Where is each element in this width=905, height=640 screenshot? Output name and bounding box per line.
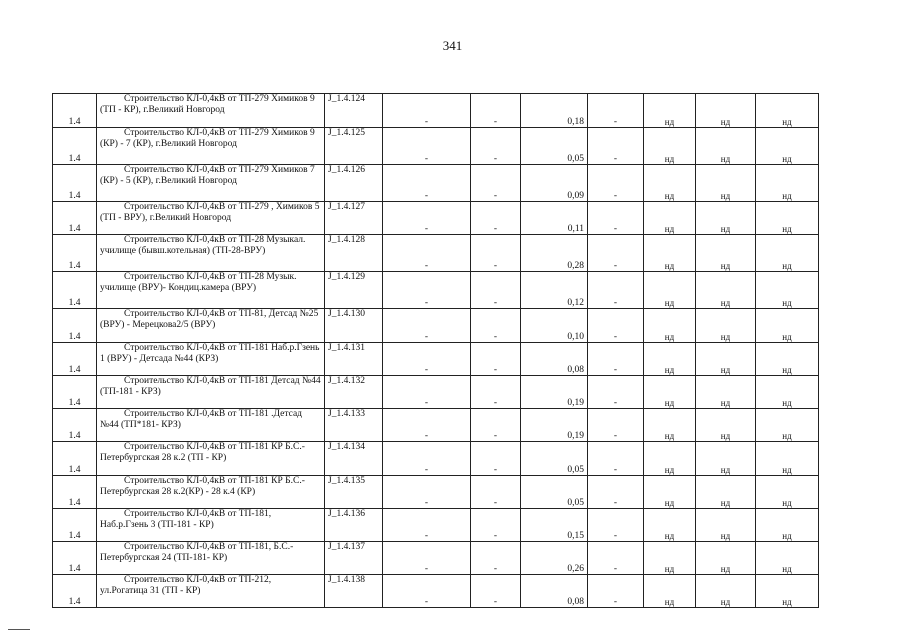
nd-cell: нд xyxy=(644,575,696,608)
nd-cell: нд xyxy=(644,309,696,343)
table-row xyxy=(53,94,819,128)
project-code-cell: J_1.4.132 xyxy=(325,376,383,409)
section-cell: 1.4 xyxy=(53,128,97,165)
project-code-cell: J_1.4.138 xyxy=(325,575,383,608)
nd-cell: нд xyxy=(696,376,756,409)
project-table xyxy=(52,93,819,608)
project-name-text: Строительство КЛ-0,4кВ от ТП-212, ул.Рогатица 31 (ТП - КР) xyxy=(100,575,272,596)
nd-cell: нд xyxy=(644,202,696,235)
length-value-cell: 0,05 xyxy=(521,128,588,165)
nd-cell: нд xyxy=(756,376,819,409)
table-row xyxy=(53,128,819,165)
nd-cell: нд xyxy=(756,94,819,128)
dash-cell: - xyxy=(588,165,644,202)
project-code-cell: J_1.4.137 xyxy=(325,542,383,575)
project-name-text: Строительство КЛ-0,4кВ от ТП-279 , Химиков 5 (ТП - ВРУ), г.Великий Новгород xyxy=(100,202,320,223)
nd-cell: нд xyxy=(756,165,819,202)
dash-cell: - xyxy=(471,202,521,235)
dash-cell: - xyxy=(471,575,521,608)
project-name-text: Строительство КЛ-0,4кВ от ТП-181 Наб.р.Гзень 1 (ВРУ) - Детсада №44 (КРЗ) xyxy=(100,343,320,364)
nd-cell: нд xyxy=(696,542,756,575)
project-code-cell: J_1.4.131 xyxy=(325,343,383,376)
nd-cell: нд xyxy=(696,235,756,272)
project-name-text: Строительство КЛ-0,4кВ от ТП-81, Детсад №25 (ВРУ) - Мерецкова2/5 (ВРУ) xyxy=(100,309,319,330)
dash-cell: - xyxy=(471,235,521,272)
nd-cell: нд xyxy=(696,409,756,442)
nd-cell: нд xyxy=(696,476,756,509)
nd-cell: нд xyxy=(644,235,696,272)
table-row xyxy=(53,235,819,272)
dash-cell: - xyxy=(383,165,471,202)
project-name-text: Строительство КЛ-0,4кВ от ТП-279 Химиков 7 (КР) - 5 (КР), г.Великий Новгород xyxy=(100,165,315,186)
section-cell: 1.4 xyxy=(53,542,97,575)
section-cell: 1.4 xyxy=(53,165,97,202)
project-name-cell xyxy=(97,272,325,309)
nd-cell: нд xyxy=(756,343,819,376)
section-cell: 1.4 xyxy=(53,343,97,376)
nd-cell: нд xyxy=(644,272,696,309)
nd-cell: нд xyxy=(756,476,819,509)
dash-cell: - xyxy=(471,542,521,575)
project-name-text: Строительство КЛ-0,4кВ от ТП-28 Музык. училище (ВРУ)- Кондиц.камера (ВРУ) xyxy=(100,272,297,293)
length-value-cell: 0,05 xyxy=(521,476,588,509)
dash-cell: - xyxy=(383,442,471,476)
table-row xyxy=(53,442,819,476)
project-name-text: Строительство КЛ-0,4кВ от ТП-181, Б.С.-Петербургская 24 (ТП-181- КР) xyxy=(100,542,294,563)
project-code-cell: J_1.4.127 xyxy=(325,202,383,235)
dash-cell: - xyxy=(471,509,521,542)
nd-cell: нд xyxy=(756,442,819,476)
section-cell: 1.4 xyxy=(53,476,97,509)
project-name-cell xyxy=(97,343,325,376)
project-code-cell: J_1.4.136 xyxy=(325,509,383,542)
table-row xyxy=(53,542,819,575)
length-value-cell: 0,28 xyxy=(521,235,588,272)
length-value-cell: 0,15 xyxy=(521,509,588,542)
project-code-cell: J_1.4.129 xyxy=(325,272,383,309)
table-row xyxy=(53,509,819,542)
section-cell: 1.4 xyxy=(53,94,97,128)
nd-cell: нд xyxy=(644,476,696,509)
project-name-text: Строительство КЛ-0,4кВ от ТП-181 КР Б.С.-Петербургская 28 к.2 (ТП - КР) xyxy=(100,442,305,463)
dash-cell: - xyxy=(588,128,644,165)
nd-cell: нд xyxy=(644,542,696,575)
length-value-cell: 0,26 xyxy=(521,542,588,575)
dash-cell: - xyxy=(588,309,644,343)
table-row xyxy=(53,343,819,376)
nd-cell: нд xyxy=(756,542,819,575)
table-row xyxy=(53,202,819,235)
length-value-cell: 0,18 xyxy=(521,94,588,128)
project-name-cell xyxy=(97,476,325,509)
length-value-cell: 0,11 xyxy=(521,202,588,235)
dash-cell: - xyxy=(471,128,521,165)
dash-cell: - xyxy=(471,442,521,476)
dash-cell: - xyxy=(471,94,521,128)
nd-cell: нд xyxy=(756,272,819,309)
dash-cell: - xyxy=(383,272,471,309)
project-name-cell xyxy=(97,309,325,343)
table-row xyxy=(53,272,819,309)
project-name-cell xyxy=(97,509,325,542)
nd-cell: нд xyxy=(644,409,696,442)
dash-cell: - xyxy=(383,128,471,165)
dash-cell: - xyxy=(588,376,644,409)
project-name-cell xyxy=(97,409,325,442)
project-name-cell xyxy=(97,575,325,608)
dash-cell: - xyxy=(588,94,644,128)
project-code-cell: J_1.4.126 xyxy=(325,165,383,202)
table-row xyxy=(53,309,819,343)
project-name-text: Строительство КЛ-0,4кВ от ТП-181, Наб.р.Гзень 3 (ТП-181 - КР) xyxy=(100,509,272,530)
length-value-cell: 0,05 xyxy=(521,442,588,476)
dash-cell: - xyxy=(383,542,471,575)
nd-cell: нд xyxy=(756,202,819,235)
dash-cell: - xyxy=(383,376,471,409)
nd-cell: нд xyxy=(756,409,819,442)
dash-cell: - xyxy=(383,509,471,542)
project-code-cell: J_1.4.135 xyxy=(325,476,383,509)
project-name-text: Строительство КЛ-0,4кВ от ТП-181 Детсад №44 (ТП-181 - КРЗ) xyxy=(100,376,321,397)
nd-cell: нд xyxy=(756,575,819,608)
length-value-cell: 0,12 xyxy=(521,272,588,309)
page-number: 341 xyxy=(442,38,463,53)
length-value-cell: 0,08 xyxy=(521,575,588,608)
dash-cell: - xyxy=(588,409,644,442)
nd-cell: нд xyxy=(644,165,696,202)
dash-cell: - xyxy=(588,542,644,575)
length-value-cell: 0,19 xyxy=(521,409,588,442)
section-cell: 1.4 xyxy=(53,409,97,442)
table-row xyxy=(53,165,819,202)
project-name-text: Строительство КЛ-0,4кВ от ТП-181 КР Б.С.-Петербургская 28 к.2(КР) - 28 к.4 (КР) xyxy=(100,476,305,497)
dash-cell: - xyxy=(471,409,521,442)
project-name-cell xyxy=(97,165,325,202)
nd-cell: нд xyxy=(644,442,696,476)
dash-cell: - xyxy=(588,235,644,272)
length-value-cell: 0,09 xyxy=(521,165,588,202)
dash-cell: - xyxy=(383,202,471,235)
project-name-cell xyxy=(97,94,325,128)
length-value-cell: 0,08 xyxy=(521,343,588,376)
project-name-cell xyxy=(97,542,325,575)
project-name-text: Строительство КЛ-0,4кВ от ТП-279 Химиков 9 (ТП - КР), г.Великий Новгород xyxy=(100,94,315,115)
dash-cell: - xyxy=(588,272,644,309)
nd-cell: нд xyxy=(644,509,696,542)
nd-cell: нд xyxy=(696,309,756,343)
page-edge-mark xyxy=(8,629,30,630)
section-cell: 1.4 xyxy=(53,376,97,409)
table-row xyxy=(53,409,819,442)
nd-cell: нд xyxy=(756,128,819,165)
section-cell: 1.4 xyxy=(53,202,97,235)
nd-cell: нд xyxy=(696,442,756,476)
section-cell: 1.4 xyxy=(53,235,97,272)
dash-cell: - xyxy=(588,442,644,476)
nd-cell: нд xyxy=(696,509,756,542)
dash-cell: - xyxy=(471,272,521,309)
nd-cell: нд xyxy=(644,376,696,409)
section-cell: 1.4 xyxy=(53,442,97,476)
dash-cell: - xyxy=(588,343,644,376)
dash-cell: - xyxy=(471,343,521,376)
nd-cell: нд xyxy=(756,309,819,343)
dash-cell: - xyxy=(383,94,471,128)
section-cell: 1.4 xyxy=(53,272,97,309)
dash-cell: - xyxy=(588,509,644,542)
section-cell: 1.4 xyxy=(53,309,97,343)
nd-cell: нд xyxy=(696,575,756,608)
nd-cell: нд xyxy=(644,128,696,165)
nd-cell: нд xyxy=(696,94,756,128)
section-cell: 1.4 xyxy=(53,575,97,608)
project-code-cell: J_1.4.128 xyxy=(325,235,383,272)
dash-cell: - xyxy=(383,476,471,509)
nd-cell: нд xyxy=(756,509,819,542)
project-code-cell: J_1.4.133 xyxy=(325,409,383,442)
dash-cell: - xyxy=(383,235,471,272)
project-name-cell xyxy=(97,442,325,476)
nd-cell: нд xyxy=(644,343,696,376)
dash-cell: - xyxy=(383,409,471,442)
dash-cell: - xyxy=(471,309,521,343)
project-name-cell xyxy=(97,128,325,165)
nd-cell: нд xyxy=(696,165,756,202)
project-name-text: Строительство КЛ-0,4кВ от ТП-28 Музыкал. училище (бывш.котельная) (ТП-28-ВРУ) xyxy=(100,235,306,256)
project-code-cell: J_1.4.130 xyxy=(325,309,383,343)
dash-cell: - xyxy=(471,476,521,509)
project-name-text: Строительство КЛ-0,4кВ от ТП-279 Химиков 9 (КР) - 7 (КР), г.Великий Новгород xyxy=(100,128,315,149)
dash-cell: - xyxy=(588,575,644,608)
nd-cell: нд xyxy=(644,94,696,128)
table-row xyxy=(53,376,819,409)
project-name-cell xyxy=(97,202,325,235)
project-name-cell xyxy=(97,235,325,272)
dash-cell: - xyxy=(383,309,471,343)
dash-cell: - xyxy=(471,165,521,202)
nd-cell: нд xyxy=(756,235,819,272)
nd-cell: нд xyxy=(696,272,756,309)
dash-cell: - xyxy=(383,343,471,376)
dash-cell: - xyxy=(588,476,644,509)
dash-cell: - xyxy=(383,575,471,608)
project-code-cell: J_1.4.124 xyxy=(325,94,383,128)
dash-cell: - xyxy=(471,376,521,409)
length-value-cell: 0,10 xyxy=(521,309,588,343)
table-row xyxy=(53,476,819,509)
project-name-text: Строительство КЛ-0,4кВ от ТП-181 .Детсад №44 (ТП*181- КРЗ) xyxy=(100,409,303,430)
nd-cell: нд xyxy=(696,128,756,165)
project-name-cell xyxy=(97,376,325,409)
project-code-cell: J_1.4.125 xyxy=(325,128,383,165)
section-cell: 1.4 xyxy=(53,509,97,542)
project-code-cell: J_1.4.134 xyxy=(325,442,383,476)
dash-cell: - xyxy=(588,202,644,235)
table-row xyxy=(53,575,819,608)
nd-cell: нд xyxy=(696,343,756,376)
length-value-cell: 0,19 xyxy=(521,376,588,409)
table-body xyxy=(53,94,819,608)
nd-cell: нд xyxy=(696,202,756,235)
